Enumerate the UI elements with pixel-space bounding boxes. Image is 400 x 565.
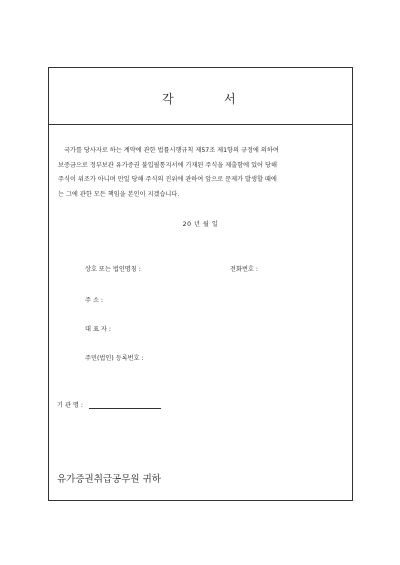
declaration-line-1: 국가를 당사자로 하는 계약에 관한 법률시행규칙 제57조 제1항의 규정에 의하여 — [64, 147, 279, 154]
date-line: 20 년 월 일 — [182, 221, 219, 228]
declaration-line-4: 는 그에 관한 모든 책임을 본인이 지겠습니다. — [58, 190, 180, 198]
agency-field — [57, 400, 161, 409]
address-label: 주 소 : — [85, 297, 103, 304]
recipient-line: 유가증권취급공무원 귀하 — [57, 474, 161, 485]
representative-label: 대 표 자 : — [85, 326, 111, 333]
title-row — [49, 68, 352, 125]
document-title-part-1: 각 — [162, 92, 174, 106]
agency-name-line[interactable] — [89, 402, 161, 409]
agency-label: 기 관 명 : — [57, 402, 83, 409]
declaration-line-3: 주식이 위조가 아니며 만일 당해 주식의 진위에 관하여 앞으로 문제가 발생할 때에 — [58, 176, 277, 183]
declaration-text — [58, 144, 345, 202]
declaration-line-2: 보증금으로 정부보관 유가증권 불입필통지서에 기재된 주식을 제출함에 있어 당해 — [58, 161, 277, 169]
document-title-part-2: 서 — [224, 92, 236, 106]
registration-number-label: 주민(법인) 등록번호 : — [85, 355, 144, 362]
company-name-label: 상호 또는 법인명칭 : — [85, 266, 141, 273]
form-border — [48, 67, 353, 501]
phone-label: 전화번호 : — [230, 266, 258, 273]
